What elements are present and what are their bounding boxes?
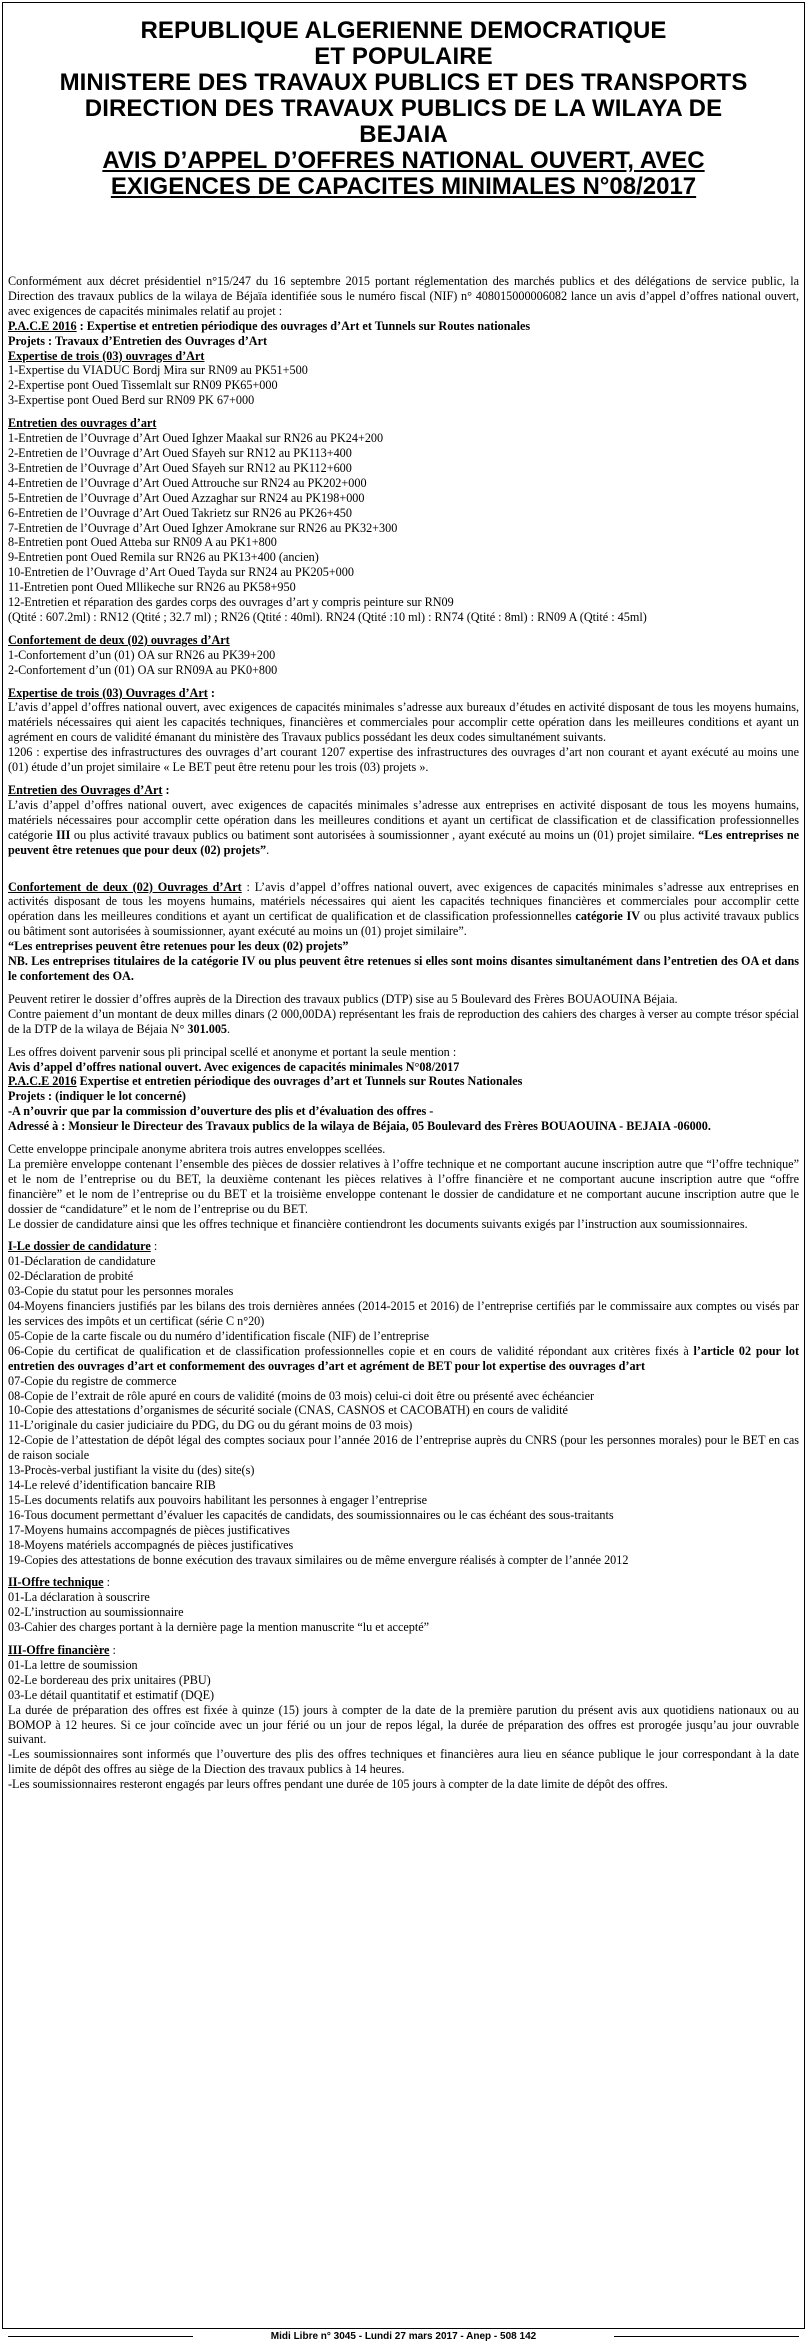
header-line-4: DIRECTION DES TRAVAUX PUBLICS DE LA WILAYA DE: [84, 95, 723, 122]
conf-bold-note-2: NB. Les entreprises titulaires de la catégorie IV ou plus peuvent être retenues si elles sont moins disantes simultanément dans l’entretien des OA et dans le confortement des OA.: [8, 954, 799, 983]
pace-text: : Expertise et entretien périodique des ouvrages d’Art et Tunnels sur Routes nationales: [76, 318, 531, 333]
envoi-pace-label: P.A.C.E 2016: [8, 1074, 77, 1089]
list-item: 02-Déclaration de probité: [8, 1269, 134, 1284]
heading-colon: :: [109, 1643, 116, 1658]
projets-line: Projets : Travaux d’Entretien des Ouvrages d’Art: [8, 333, 268, 348]
list-item: 3-Entretien de l’Ouvrage d’Art Oued Sfayeh sur RN12 au PK112+600: [8, 460, 352, 475]
list-item: 1-Entretien de l’Ouvrage d’Art Oued Ighzer Maakal sur RN26 au PK24+200: [8, 431, 384, 446]
list-item: 12-Entretien et réparation des gardes corps des ouvrages d’art y compris peinture sur RN09: [8, 595, 454, 610]
list-item: 16-Tous document permettant d’évaluer les capacités de candidats, des soumissionnaires ou le cas échéant des sous-traitants: [8, 1507, 614, 1522]
ent-text-a: L’avis d’appel d’offres national ouvert, avec exigences de capacités minimales s’adresse aux entreprises en activité disposant de tous les moyens humains, matériels nécessaires pour accomplir cette opération dans les meilleures conditions et ayant un certificat de classification et de classification professionnelles catégorie: [8, 797, 799, 842]
list-item: 18-Moyens matériels accompagnés de pièces justificatives: [8, 1537, 294, 1552]
footer-rule-left: [8, 2336, 193, 2337]
list-item: 4-Entretien de l’Ouvrage d’Art Oued Attrouche sur RN24 au PK202+000: [8, 475, 367, 490]
ent-bold-note: “Les entreprises ne peuvent être retenues que pour deux (02) projets”: [8, 827, 800, 857]
candidature-heading-line: [8, 1239, 799, 1254]
list-item: 03-Copie du statut pour les personnes morales: [8, 1284, 234, 1299]
list-item: 01-Déclaration de candidature: [8, 1254, 156, 1269]
list-item: 11-L’originale du casier judiciaire du PDG, du DG ou du gérant moins de 03 mois): [8, 1418, 413, 1433]
enveloppes-text-2: La première enveloppe contenant l’ensemble des pièces de dossier relatives à l’offre technique et ne comportant aucune inscription autre que “l’offre technique” et le nom de l’entreprise ou du BET, la deuxième contenant les pièces relatives à l’offre financière et ne comportant aucune inscription autre que “offre financière” et le nom de l’entreprise ou du BET et la troisième enveloppe contenant le dossier de candidature et ne comportant aucune inscription autre que le dossier de “candidature” et le nom de l’entreprise ou du BET.: [8, 1156, 799, 1216]
exp-section-text-1: L’avis d’appel d’offres national ouvert, avec exigences de capacités minimales s’adresse aux bureaux d’études en activité disposant de tous les moyens humains, matériels nécessaires qui aient les capacités techniques, financières et commerciales pour accomplir cette opération dans les meilleures conditions et ayant un agrément en cours de validité émanant du ministère des Travaux publics possédant les deux codes simultanément suivants.: [8, 700, 799, 745]
list-item: 9-Entretien pont Oued Remila sur RN26 au PK13+400 (ancien): [8, 550, 319, 565]
list-item: 08-Copie de l’extrait de rôle apuré en cours de validité (moins de 03 mois) celui-ci doit être ou présenté avec échéancier: [8, 1388, 595, 1403]
exp-section-heading: Expertise de trois (03) Ouvrages d’Art: [8, 685, 208, 700]
list-item: 12-Copie de l’attestation de dépôt légal des comptes sociaux pour l’année 2016 de l’entreprise auprès du CNRS (pour les personnes morales) pour le BET en cas de raison sociale: [8, 1433, 799, 1463]
confortement-heading: Confortement de deux (02) ouvrages d’Art: [8, 632, 230, 647]
conf-text-b: ou plus activité travaux publics ou bâtiment sont autorisées à soumissionner, ayant exécuté au moins un (01) projet similaire”.: [8, 909, 799, 939]
list-item: 15-Les documents relatifs aux pouvoirs habilitant les personnes à engager l’entreprise: [8, 1492, 427, 1507]
list-item: 19-Copies des attestations de bonne exécution des travaux similaires ou de même envergure réalisés à compter de l’année 2012: [8, 1552, 629, 1567]
entretien-heading: Entretien des ouvrages d’art: [8, 416, 157, 431]
heading-colon: :: [150, 1239, 158, 1254]
list-item: 01-La déclaration à souscrire: [8, 1590, 150, 1605]
list-item: 10-Entretien de l’Ouvrage d’Art Oued Tayda sur RN24 au PK205+000: [8, 565, 354, 580]
exp-section-heading-line: [8, 686, 799, 701]
technique-heading: II-Offre technique: [8, 1575, 104, 1590]
list-item: 1-Expertise du VIADUC Bordj Mira sur RN09 au PK51+500: [8, 363, 308, 378]
envoi-adresse: Adressé à : Monsieur le Directeur des Travaux publics de la wilaya de Béjaia, 05 Boulevard des Frères BOUAOUINA - BEJAIA -06000.: [8, 1119, 711, 1134]
list-item: 02-Le bordereau des prix unitaires (PBU): [8, 1672, 211, 1687]
header-line-5: BEJAIA: [359, 121, 448, 148]
ent-text-b: ou plus activité travaux publics ou batiment sont autorisées à soumissionner , ayant exécuté au moins un (01) projet similaire.: [70, 827, 699, 842]
conf-section-heading: Confortement de deux (02) Ouvrages d’Art: [8, 879, 242, 894]
footer: [0, 2331, 807, 2342]
pace-line: [8, 319, 799, 334]
ent-text-end: .: [266, 842, 270, 857]
conf-bold-note-1: “Les entreprises peuvent être retenues pour les deux (02) projets”: [8, 939, 349, 954]
retrait-text-2: [8, 1007, 799, 1037]
envoi-avis: Avis d’appel d’offres national ouvert. Avec exigences de capacités minimales N°08/2017: [8, 1059, 460, 1074]
technique-heading-line: [8, 1575, 799, 1590]
list-item: 11-Entretien pont Oued Mllikeche sur RN26 au PK58+950: [8, 580, 296, 595]
pace-label: P.A.C.E 2016: [8, 318, 77, 333]
list-item: 03-Cahier des charges portant à la dernière page la mention manuscrite “lu et accepté”: [8, 1620, 430, 1635]
envoi-pace-line: [8, 1074, 799, 1089]
list-item: 04-Moyens financiers justifiés par les bilans des trois dernières années (2014-2015 et 2016) de l’entreprise certifiés par le commissaire aux comptes ou visés par les services des impôts et un certificat (série C n°20): [8, 1299, 799, 1328]
ent-section-heading: Entretien des Ouvrages d’Art: [8, 783, 163, 797]
candidature-heading: I-Le dossier de candidature: [8, 1239, 151, 1254]
expertise-heading: Expertise de trois (03) ouvrages d’Art: [8, 348, 205, 363]
financiere-heading: III-Offre financière: [8, 1643, 110, 1658]
list-item: 8-Entretien pont Oued Atteba sur RN09 A au PK1+800: [8, 535, 277, 550]
list-item: 3-Expertise pont Oued Berd sur RN09 PK 67+000: [8, 393, 255, 408]
list-item: 03-Le détail quantitatif et estimatif (DQE): [8, 1687, 215, 1702]
notice-title-2: EXIGENCES DE CAPACITES MINIMALES N°08/2017: [110, 173, 697, 200]
intro-paragraph: Conformément aux décret présidentiel n°15/247 du 16 septembre 2015 portant réglementation des marchés publics et des délégations de service public, la Direction des travaux publics de la wilaya de Béjaïa identifiée sous le numéro fiscal (NIF) n° 408015000006082 lance un avis d’appel d’offres national ouvert, avec exigences de capacités minimales relatif au projet :: [8, 274, 799, 318]
heading-colon: :: [162, 783, 170, 797]
item-06-b: l’article 02 pour lot entretien des ouvrages d’art et conformement des ouvrages d’art et agrément de BET pour lot expertise des ouvrages d’art: [8, 1343, 799, 1373]
retrait-text-2a: Contre paiement d’un montant de deux milles dinars (2 000,00DA) représentant les frais de reproduction des cahiers des charges à verser au compte trésor spécial de la DTP de la wilaya de Béjaia N°: [8, 1006, 799, 1036]
envoi-projets: Projets : (indiquer le lot concerné): [8, 1089, 186, 1104]
conf-category: catégorie IV: [575, 909, 641, 924]
list-item: 5-Entretien de l’Ouvrage d’Art Oued Azzaghar sur RN24 au PK198+000: [8, 490, 365, 505]
enveloppes-text-3: Le dossier de candidature ainsi que les offres technique et financière contiendront les documents suivants exigés par l’instruction aux soumissionnaires.: [8, 1216, 748, 1231]
item-06-a: 06-Copie du certificat de qualification et de classification professionnelles copie et en cours de validité répondant aux critères fixés à: [8, 1343, 694, 1358]
list-item: 1-Confortement d’un (01) OA sur RN26 au PK39+200: [8, 647, 276, 662]
envoi-pace-text: Expertise et entretien périodique des ouvrages d’art et Tunnels sur Routes Nationales: [76, 1074, 523, 1089]
ent-section-heading-line: [8, 783, 799, 798]
envoi-ouvrir: -A n’ouvrir que par la commission d’ouverture des plis et d’évaluation des offres -: [8, 1104, 434, 1119]
list-item: 17-Moyens humains accompagnés de pièces justificatives: [8, 1522, 290, 1537]
list-item: 2-Confortement d’un (01) OA sur RN09A au PK0+800: [8, 662, 278, 677]
list-item: 01-La lettre de soumission: [8, 1657, 138, 1672]
ent-section-text: [8, 798, 799, 858]
exp-section-text-2: 1206 : expertise des infrastructures des ouvrages d’art courant 1207 expertise des infrastructures des ouvrages d’art non courant et ayant exécuté au moins une (01) étude d’un projet similaire « Le BET peut être retenu pour les trois (03) projets ».: [8, 745, 799, 775]
list-item: 7-Entretien de l’Ouvrage d’Art Oued Ighzer Amokrane sur RN26 au PK32+300: [8, 520, 398, 535]
list-item: 2-Expertise pont Oued Tissemlalt sur RN09 PK65+000: [8, 378, 278, 393]
heading-colon: :: [103, 1575, 111, 1590]
retrait-text-2-end: .: [227, 1021, 231, 1036]
footer-rule-right: [614, 2336, 799, 2337]
envoi-text: Les offres doivent parvenir sous pli principal scellé et anonyme et portant la seule mention :: [8, 1044, 457, 1059]
list-item: [8, 1344, 799, 1374]
list-item: 07-Copie du registre de commerce: [8, 1373, 177, 1388]
closing-paragraph-1: La durée de préparation des offres est fixée à quinze (15) jours à compter de la date de la première parution du présent avis aux quotidiens nationaux ou au BOMOP à 12 heures. Si ce jour coïncide avec un jour férié ou un jour de repos légal, la durée de préparation des offres est prorogée jusqu’au jour ouvrable suivant.: [8, 1702, 799, 1747]
enveloppes-text-1: Cette enveloppe principale anonyme abritera trois autres enveloppes scellées.: [8, 1142, 386, 1157]
list-item: 02-L’instruction au soumissionnaire: [8, 1605, 184, 1620]
notice-body: [8, 274, 799, 1792]
closing-paragraph-3: -Les soumissionnaires resteront engagés par leurs offres pendant une durée de 105 jours à compter de la date limite de dépôt des offres.: [8, 1777, 668, 1792]
header-line-1: REPUBLIQUE ALGERIENNE DEMOCRATIQUE: [140, 17, 667, 44]
footer-text: Midi Libre n° 3045 - Lundi 27 mars 2017 - Anep - 508 142: [265, 2331, 542, 2342]
list-item: 10-Copie des attestations d’organismes de sécurité sociale (CNAS, CASNOS et CACOBATH) en cours de validité: [8, 1403, 568, 1418]
header-line-3: MINISTERE DES TRAVAUX PUBLICS ET DES TRANSPORTS: [59, 69, 748, 96]
list-item: 14-Le relevé d’identification bancaire RIB: [8, 1477, 216, 1492]
list-item: (Qtité : 607.2ml) : RN12 (Qtité ; 32.7 ml) ; RN26 (Qtité : 40ml). RN24 (Qtité :10 ml) : RN74 (Qtité : 8ml) : RN09 A (Qtité : 45ml): [8, 609, 647, 624]
header-line-2: ET POPULAIRE: [314, 43, 493, 70]
list-item: 2-Entretien de l’Ouvrage d’Art Oued Sfayeh sur RN12 au PK113+400: [8, 445, 352, 460]
closing-paragraph-2: -Les soumissionnaires sont informés que l’ouverture des plis des offres techniques et financières aura lieu en séance publique le jour correspondant à la date limite de dépôt des offres au siège de la Diection des travaux publics à 14 heures.: [8, 1747, 799, 1777]
list-item: 6-Entretien de l’Ouvrage d’Art Oued Takrietz sur RN26 au PK26+450: [8, 505, 352, 520]
conf-section-text: [8, 880, 799, 940]
compte-number: 301.005: [187, 1021, 227, 1036]
list-item: 13-Procès-verbal justifiant la visite du (des) site(s): [8, 1463, 255, 1478]
header: [10, 18, 797, 200]
list-item: 05-Copie de la carte fiscale ou du numéro d’identification fiscale (NIF) de l’entreprise: [8, 1328, 429, 1343]
heading-colon: :: [207, 685, 215, 700]
notice-title-1: AVIS D’APPEL D’OFFRES NATIONAL OUVERT, AVEC: [102, 147, 705, 174]
retrait-text-1: Peuvent retirer le dossier d’offres auprès de la Direction des travaux publics (DTP) sise au 5 Boulevard des Frères BOUAOUINA Béjaia.: [8, 991, 678, 1006]
financiere-heading-line: [8, 1643, 799, 1658]
conf-text-a: : L’avis d’appel d’offres national ouvert, avec exigences de capacités minimales s’adresse aux entreprises en activités disposant de tous les moyens humains, matériels nécessaires qui aient les capacités techniques financières et commerciales pour accomplir cette opération dans les meilleures conditions et ayant un certificat de qualification et de classification professionnelles: [8, 879, 799, 924]
ent-category: III: [56, 827, 71, 842]
